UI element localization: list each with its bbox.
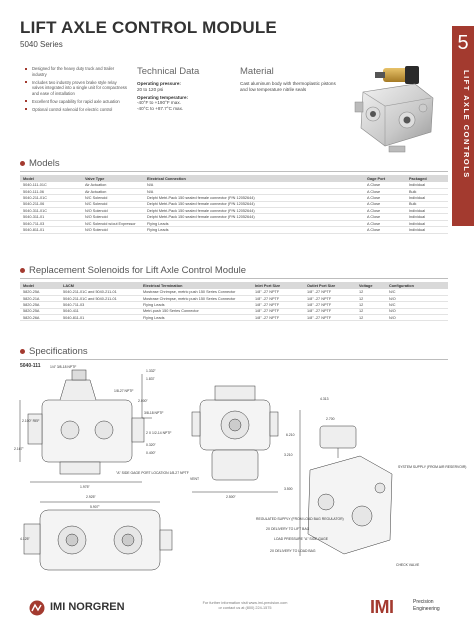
table-cell: Individual: [406, 208, 448, 214]
table-cell: N/C: [386, 302, 448, 308]
column-header: Outlet Port Size: [304, 282, 356, 289]
table-cell: A Close: [364, 208, 406, 214]
table-cell: Air Actuation: [82, 182, 144, 188]
dimension-callout: 2.700: [326, 417, 335, 421]
table-cell: 1/8" -27 NPTF: [304, 315, 356, 321]
table-row: [20, 315, 448, 321]
table-cell: A Close: [364, 201, 406, 207]
table-cell: Individual: [406, 227, 448, 233]
feature-list: [24, 66, 128, 115]
table-cell: Flying Leads: [144, 227, 364, 233]
table-cell: N/C: [386, 289, 448, 295]
table-cell: 1/8" -27 NPTF: [304, 289, 356, 295]
table-cell: Delphi Metri-Pack 150 sealed female connector (P/N 12052644): [144, 201, 364, 207]
table-cell: 12: [356, 308, 386, 314]
bottom-view-drawing: [24, 502, 172, 570]
table-cell: N/C Solenoid: [82, 195, 144, 201]
table-cell: 12: [356, 315, 386, 321]
column-header: Electrical Termination: [140, 282, 252, 289]
section-bullet-icon: [20, 161, 25, 166]
table-cell: N/A: [144, 182, 364, 188]
table-cell: 5040-211-01C: [20, 195, 82, 201]
table-cell: N/O: [386, 295, 448, 301]
table-cell: Individual: [406, 195, 448, 201]
dimension-callout: 6.210: [286, 433, 295, 437]
table-cell: N/O: [386, 308, 448, 314]
temperature-c: -40°C to +87.7°C max.: [137, 106, 184, 112]
isometric-view-drawing: [300, 410, 392, 556]
dimension-callout: 3/8-18 NPTF: [144, 411, 164, 415]
models-table: [20, 175, 448, 234]
dimension-callout: 1.837: [146, 377, 155, 381]
imi-logo: IMI: [370, 597, 394, 617]
column-header: Packaged: [406, 175, 448, 182]
table-cell: 5040-811-01: [60, 315, 140, 321]
page-title: LIFT AXLE CONTROL MODULE: [20, 18, 277, 37]
solenoids-heading: Replacement Solenoids for Lift Axle Control Module: [20, 265, 246, 276]
dimension-callout: 2.000": [138, 399, 148, 403]
table-cell: 1/8" -27 NPTF: [252, 308, 304, 314]
table-cell: Delphi Metri-Pack 150 sealed female connector (P/N 12052644): [144, 195, 364, 201]
table-cell: 5040-711-03: [20, 220, 82, 226]
table-cell: 1/8" -27 NPTF: [252, 289, 304, 295]
table-cell: 5820-26A: [20, 315, 60, 321]
section-divider: [20, 171, 448, 172]
temperature-label: Operating temperature:: [137, 94, 189, 100]
column-header: Electrical Connection: [144, 175, 364, 182]
table-cell: Flying Leads: [140, 315, 252, 321]
front-view-drawing: [192, 386, 278, 492]
dimension-callout: 2.100" REF: [22, 419, 40, 423]
dimension-callout: 3.210: [284, 453, 293, 457]
dimension-callout: 2 X 1/2-14 NPTF: [146, 431, 172, 435]
dimension-callout: 2.500": [226, 495, 236, 499]
feature-item: Excellent flow capability for rapid axle actuation: [24, 99, 128, 105]
table-cell: N/C Solenoid w/out Expressor: [82, 220, 144, 226]
table-cell: 1/8" -27 NPTF: [304, 295, 356, 301]
table-cell: 5040-311-01: [20, 214, 82, 220]
table-cell: 1/8" -27 NPTF: [304, 308, 356, 314]
section-bullet-icon: [20, 268, 25, 273]
table-cell: 5040-211-06: [20, 201, 82, 207]
table-cell: 5820-21A: [20, 295, 60, 301]
table-cell: 5040-111-06: [20, 188, 82, 194]
dimension-callout: SYSTEM SUPPLY (FROM AIR RESERVOIR): [398, 465, 467, 469]
dimension-callout: 2.925": [86, 495, 96, 499]
table-cell: 5040-811-01: [20, 227, 82, 233]
material-text: Cast aluminum body with thermoplastic pistons and low temperature nitrile seals: [240, 81, 336, 92]
table-cell: Flying Leads: [140, 302, 252, 308]
table-cell: A Close: [364, 195, 406, 201]
section-number: 5: [457, 32, 469, 54]
side-view-drawing: [20, 370, 152, 482]
table-cell: 1/8" -27 NPTF: [252, 302, 304, 308]
table-cell: N/O: [386, 315, 448, 321]
table-cell: 12: [356, 302, 386, 308]
table-cell: Air Actuation: [82, 188, 144, 194]
table-cell: 1/8" -27 NPTF: [252, 295, 304, 301]
imi-tagline: Precision Engineering: [413, 599, 440, 612]
dimension-callout: 0.400": [146, 451, 156, 455]
table-cell: Mostrase Chrimpse, metric push 150 Series Connector: [140, 289, 252, 295]
table-cell: Mostrase Chrimpse, metric push 150 Series Connector: [140, 295, 252, 301]
table-cell: 5820-25A: [20, 308, 60, 314]
table-cell: Delphi Metri-Pack 150 sealed female connector (P/N 12052644): [144, 208, 364, 214]
dimension-callout: 4.125": [20, 537, 30, 541]
table-cell: Flying Leads: [144, 220, 364, 226]
table-cell: 5040-211-01C and 5040-211-01: [60, 295, 140, 301]
table-cell: N/C Solenoid: [82, 201, 144, 207]
section-bullet-icon: [20, 349, 25, 354]
column-header: Inlet Port Size: [252, 282, 304, 289]
pressure-label: Operating pressure:: [137, 81, 181, 86]
table-cell: 5040-111-01C: [20, 182, 82, 188]
table-cell: Delphi Metri-Pack 150 sealed female connector (P/N 12052644): [144, 214, 364, 220]
dimension-callout: 1/4" 3/8-18 NPTF: [50, 365, 77, 369]
table-cell: Metri-push 150 Series Connector: [140, 308, 252, 314]
table-cell: A Close: [364, 188, 406, 194]
diagram-label: 5040-111: [20, 363, 41, 369]
technical-data-body: [137, 81, 227, 112]
table-cell: 12: [356, 289, 386, 295]
table-cell: 5040-211-01C and 5040-211-01: [60, 289, 140, 295]
table-cell: Individual: [406, 220, 448, 226]
dimension-callout: 4.313: [320, 397, 329, 401]
column-header: Valve Type: [82, 175, 144, 182]
column-header: Gage Port: [364, 175, 406, 182]
models-heading: Models: [20, 158, 60, 169]
section-divider: [20, 359, 448, 360]
dimension-callout: 2.167": [14, 447, 24, 451]
dimension-callout: 5.907": [90, 505, 100, 509]
dimension-callout: "A" SIDE GAGE PORT LOCATION 1/8-27 NPTF: [116, 471, 189, 475]
column-header: LACM: [60, 282, 140, 289]
norgren-brand: IMI NORGREN: [50, 601, 125, 613]
section-tab: [452, 26, 474, 226]
product-photo: [345, 62, 445, 154]
table-cell: 5820-25A: [20, 289, 60, 295]
dimension-callout: LOAD PRESSURE "A" SIDE GAGE: [274, 537, 329, 541]
contact-info: For further information visit www.imi-precision.com or contact us at (800) 224-1575: [202, 601, 288, 610]
dimension-callout: 1.975": [80, 485, 90, 489]
norgren-logo-icon: [28, 600, 46, 616]
table-row: [20, 227, 448, 233]
dimension-callout: 0.320": [146, 443, 156, 447]
pressure-value: 20 to 120 psi: [137, 86, 164, 92]
dimension-callout: 2X DELIVERY TO LIFT BAG: [266, 527, 310, 531]
temperature-f: -40°F to +190°F max.: [137, 100, 181, 106]
table-cell: N/O Solenoid: [82, 208, 144, 214]
table-cell: Bulk: [406, 201, 448, 207]
dimension-callout: 1.332": [146, 369, 156, 373]
section-divider: [20, 278, 448, 279]
table-cell: N/A: [144, 188, 364, 194]
technical-data-heading: Technical Data: [137, 66, 200, 77]
table-cell: 5040-311-01C: [20, 208, 82, 214]
dimension-callout: VENT: [190, 477, 200, 481]
dimension-callout: 3.500: [284, 487, 293, 491]
table-cell: 5040-411: [60, 308, 140, 314]
dimension-callout: 1/8-27 NPTF: [114, 389, 134, 393]
material-heading: Material: [240, 66, 274, 77]
feature-item: Includes two industry proven brake style relay valves integrated into a single unit for compactness and ease of installation: [24, 80, 128, 97]
section-name: LIFT AXLE CONTROLS: [462, 70, 471, 179]
table-cell: Bulk: [406, 188, 448, 194]
column-header: Model: [20, 282, 60, 289]
column-header: Configuration: [386, 282, 448, 289]
page-subtitle: 5040 Series: [20, 40, 63, 49]
specifications-heading: Specifications: [20, 346, 88, 357]
column-header: Voltage: [356, 282, 386, 289]
column-header: Model: [20, 175, 82, 182]
table-cell: N/O Solenoid: [82, 214, 144, 220]
table-cell: A Close: [364, 220, 406, 226]
feature-item: Optional control solenoid for electric control: [24, 107, 128, 113]
table-cell: N/O Solenoid: [82, 227, 144, 233]
feature-item: Designed for the heavy duty truck and trailer industry: [24, 66, 128, 77]
table-cell: 5040-711-03: [60, 302, 140, 308]
dimension-callout: 2X DELIVERY TO LOAD BAG: [270, 549, 316, 553]
table-cell: A Close: [364, 214, 406, 220]
solenoids-table: [20, 282, 448, 321]
dimension-callout: CHECK VALVE: [396, 563, 420, 567]
dimension-callout: REGULATED SUPPLY (FROM LOAD BAG REGULATOR): [256, 517, 344, 521]
table-cell: 1/8" -27 NPTF: [252, 315, 304, 321]
table-cell: 1/8" -27 NPTF: [304, 302, 356, 308]
table-cell: 12: [356, 295, 386, 301]
table-cell: Individual: [406, 182, 448, 188]
table-cell: Individual: [406, 214, 448, 220]
table-cell: 5820-25A: [20, 302, 60, 308]
table-header-row: [20, 282, 448, 289]
table-header-row: [20, 175, 448, 182]
table-cell: A Close: [364, 182, 406, 188]
table-cell: A Close: [364, 227, 406, 233]
